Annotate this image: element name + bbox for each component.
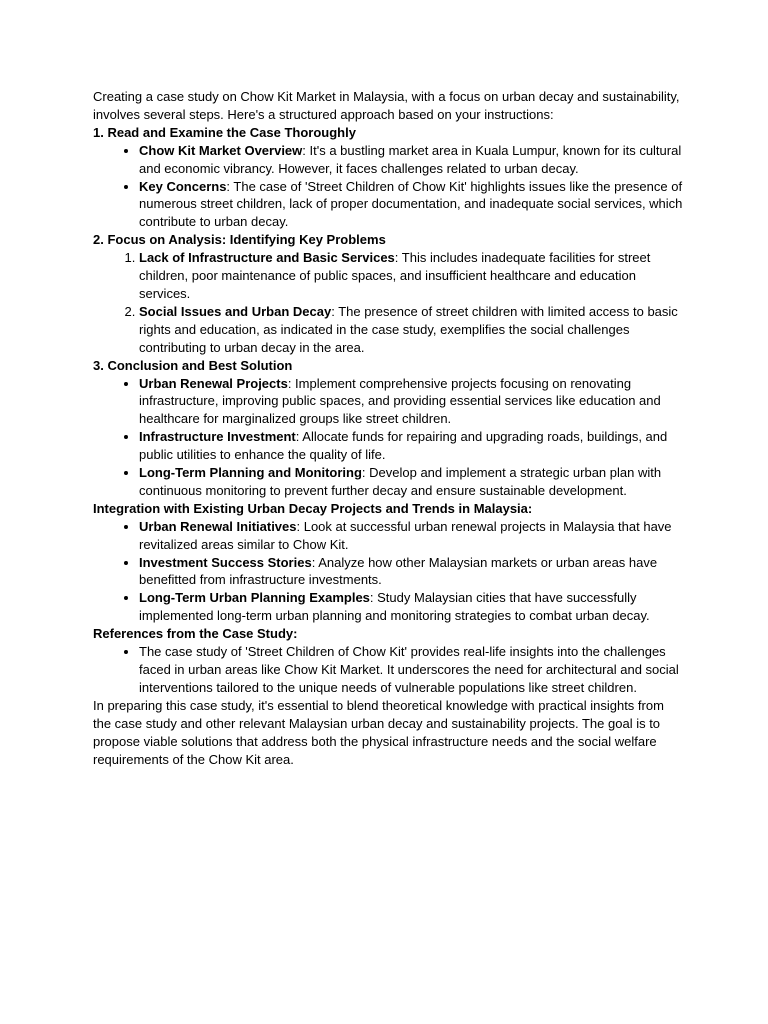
solutions-list xyxy=(93,375,683,500)
list-item-term: Urban Renewal Initiatives xyxy=(139,518,297,534)
section-heading-integration: Integration with Existing Urban Decay Projects and Trends in Malaysia: xyxy=(93,500,533,516)
list-item-text: : The case of 'Street Children of Chow Kit' highlights issues like the presence of numerous street children, lack of proper documentation, and inadequate social services, which contribute to urban decay. xyxy=(139,178,683,230)
list-item-term: Chow Kit Market Overview xyxy=(139,142,303,158)
list-item-term: Long-Term Planning and Monitoring xyxy=(139,465,362,481)
list-item-term: Urban Renewal Projects xyxy=(139,375,288,391)
list-item-term: Investment Success Stories xyxy=(139,554,312,570)
list-item-text: : Implement comprehensive projects focusing on renovating infrastructure, improving public spaces, and providing essential services like education and healthcare for marginalized groups like street children. xyxy=(139,375,661,427)
references-list xyxy=(93,643,683,697)
list-item xyxy=(139,303,683,357)
list-item xyxy=(139,643,683,697)
list-item xyxy=(139,428,683,464)
document-page xyxy=(93,88,683,768)
list-item-term: Long-Term Urban Planning Examples xyxy=(139,590,370,606)
list-item-text: : The presence of street children with limited access to basic rights and education, as indicated in the case study, exemplifies the social challenges contributing to urban decay in the area. xyxy=(139,303,678,355)
list-item xyxy=(139,589,683,625)
list-item-term: Social Issues and Urban Decay xyxy=(139,303,332,319)
list-item-text: : It's a bustling market area in Kuala Lumpur, known for its cultural and economic vibrancy. However, it faces challenges related to urban decay. xyxy=(139,142,682,176)
list-item xyxy=(139,142,683,178)
list-item xyxy=(139,518,683,554)
list-item xyxy=(139,554,683,590)
integration-list xyxy=(93,518,683,625)
list-item-text: : This includes inadequate facilities for street children, poor maintenance of public spaces, and insufficient healthcare and education services. xyxy=(139,250,651,301)
list-item-text: : Allocate funds for repairing and upgrading roads, buildings, and public utilities to enhance the quality of life. xyxy=(139,429,668,463)
list-item xyxy=(139,375,683,429)
list-item xyxy=(139,178,683,232)
list-item-text: : Develop and implement a strategic urban plan with continuous monitoring to prevent further decay and ensure sustainable development. xyxy=(139,465,662,498)
list-item-text: : Study Malaysian cities that have successfully implemented long-term urban planning and monitoring strategies to combat urban decay. xyxy=(139,590,650,624)
list-item-text: : Look at successful urban renewal projects in Malaysia that have revitalized areas similar to Chow Kit. xyxy=(139,518,672,552)
list-item xyxy=(139,464,683,500)
section-heading-analysis: 2. Focus on Analysis: Identifying Key Problems xyxy=(93,232,386,248)
section-heading-read-examine: 1. Read and Examine the Case Thoroughly xyxy=(93,124,356,140)
section-heading-conclusion: 3. Conclusion and Best Solution xyxy=(93,357,293,373)
problems-list xyxy=(93,249,683,356)
list-item-term: Key Concerns xyxy=(139,178,227,194)
overview-list xyxy=(93,142,683,232)
list-item-term: Lack of Infrastructure and Basic Services xyxy=(139,250,395,266)
section-heading-references: References from the Case Study: xyxy=(93,626,298,642)
list-item-text: : Analyze how other Malaysian markets or urban areas have benefitted from infrastructure investments. xyxy=(139,554,658,588)
list-item xyxy=(139,249,683,303)
list-item-term: Infrastructure Investment xyxy=(139,429,296,445)
list-item-text: The case study of 'Street Children of Chow Kit' provides real-life insights into the challenges faced in urban areas like Chow Kit Market. It underscores the need for architectural and social interventions tailored to the unique needs of vulnerable populations like street children. xyxy=(139,644,679,695)
intro-paragraph: Creating a case study on Chow Kit Market in Malaysia, with a focus on urban decay and sustainability, involves several steps. Here's a structured approach based on your instructions: xyxy=(93,89,680,122)
closing-paragraph: In preparing this case study, it's essential to blend theoretical knowledge with practical insights from the case study and other relevant Malaysian urban decay and sustainability projects. The goal is to propose viable solutions that address both the physical infrastructure needs and the social welfare requirements of the Chow Kit area. xyxy=(93,697,664,767)
